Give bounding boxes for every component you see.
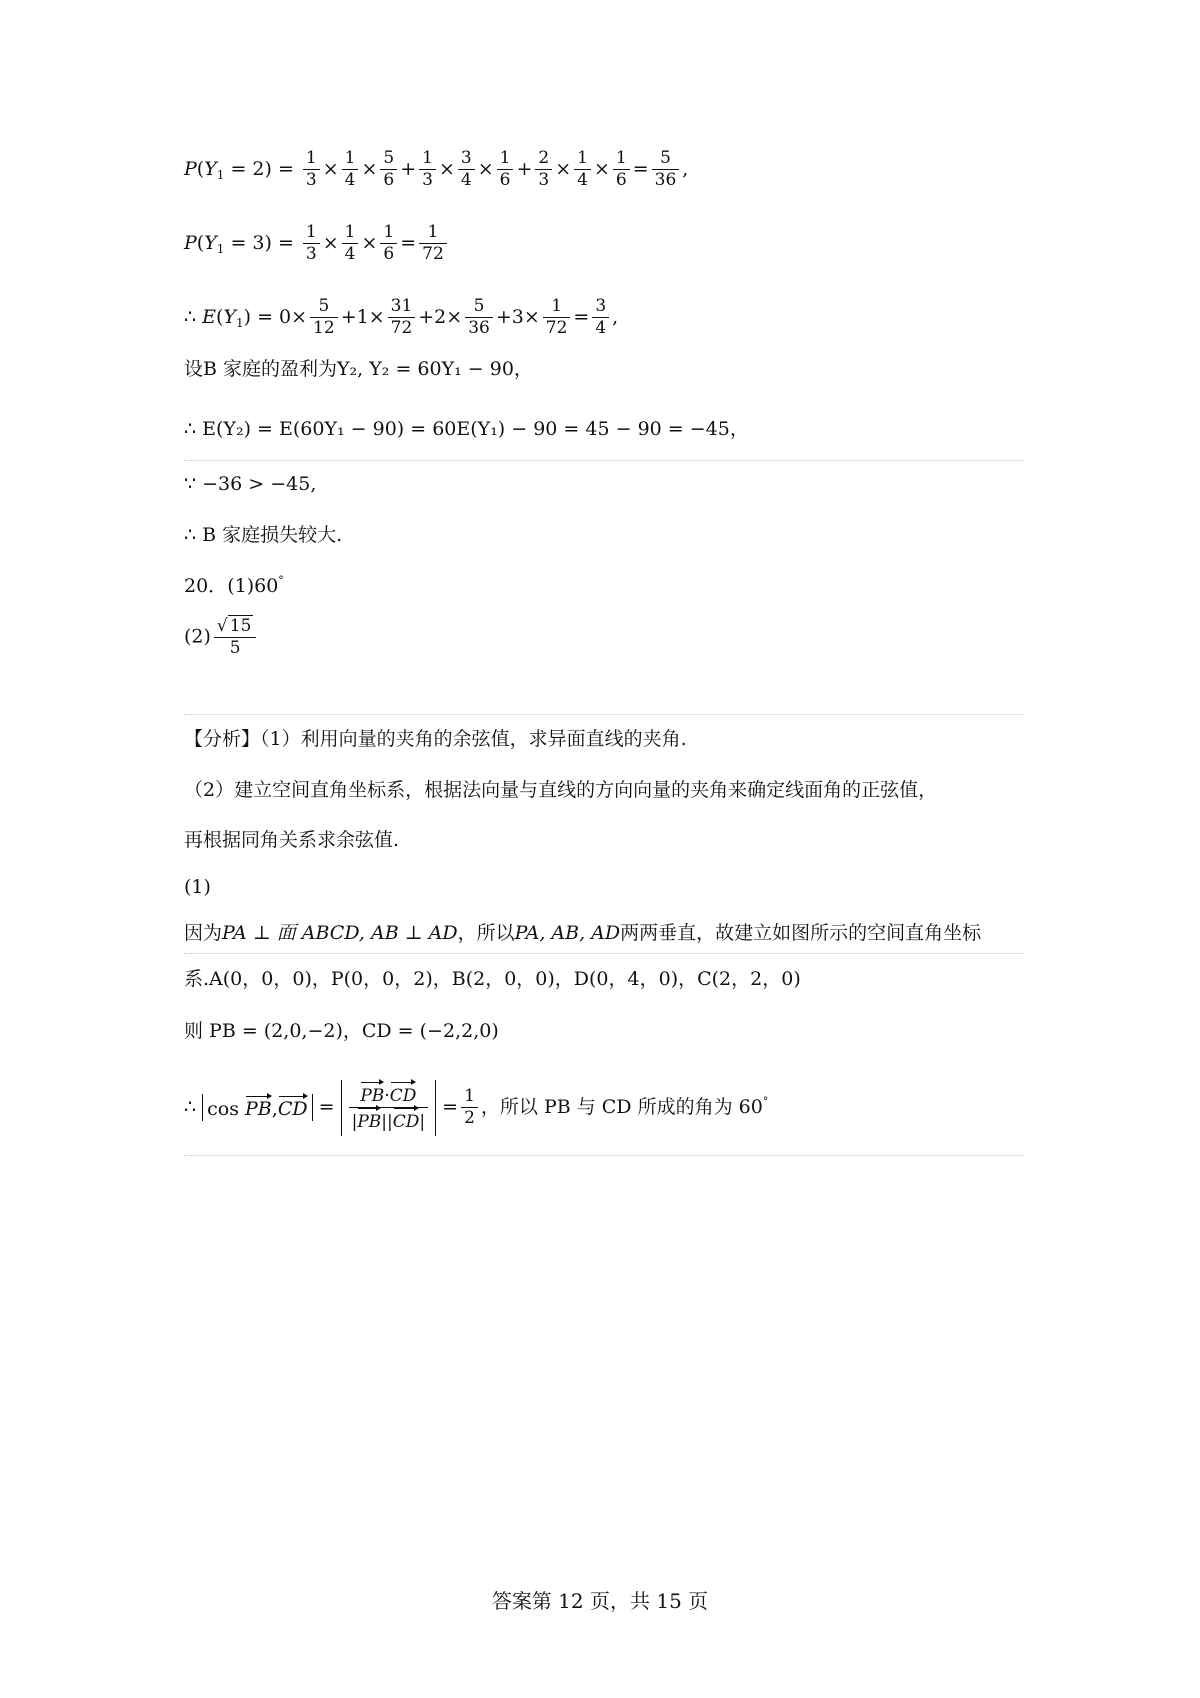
dotted-separator [184, 460, 1024, 461]
cosine-line: ∴ cos PB,CD = $\frac{PB\cdot CD}{|PB||CD|}$ = $\frac{1}{2}$ ，所以 PB 与 CD 所成的角为 60° [184, 1080, 768, 1136]
coordinates-line: 系.A(0，0，0)，P(0，0，2)，B(2，0，0)，D(0，4，0)，C(2，2，0) [184, 968, 801, 990]
solution-part-1-label: (1) [184, 876, 211, 898]
conclusion-line: ∴ B 家庭损失较大. [184, 524, 343, 546]
cosine-fraction: $\frac{PB\cdot CD}{|PB||CD|}$ [341, 1080, 437, 1136]
dotted-separator [184, 1155, 1024, 1156]
dotted-separator [184, 714, 1024, 715]
because-line: ∵ −36 > −45, [184, 473, 317, 495]
analysis-line-2: （2）建立空间直角坐标系，根据法向量与直线的方向向量的夹角来确定线面角的正弦值， [184, 779, 938, 801]
expectation-y2: ∴ E(Y₂) = E(60Y₁ − 90) = 60E(Y₁) − 90 = 45 − 90 = −45， [184, 418, 749, 440]
vectors-line: 则 PB = (2,0,−2)，CD = (−2,2,0) [184, 1020, 499, 1042]
prob-y1-eq-3: $P(Y_1 = 3)$ = $\frac{1}{3}$ × $\frac{1}{4}$ × $\frac{1}{6}$ = $\frac{1}{72}$ [184, 222, 450, 266]
analysis-line-3: 再根据同角关系求余弦值. [184, 829, 400, 851]
prob-y1-eq-2: $P(Y_1 = 2)$ = $\frac{1}{3}$ × $\frac{1}{4}$ × $\frac{5}{6}$ + $\frac{1}{3}$ × $\frac{3}{4}$ × $\frac{1}{6}$ + $\frac{2}{3}$ × $\frac{1}{4}$ × $\frac{1}{6}$ = $\frac{5}{36}$ , [184, 148, 689, 191]
dotted-separator [184, 953, 1024, 954]
set-b-profit: 设B 家庭的盈利为Y₂, Y₂ = 60Y₁ − 90， [184, 358, 533, 380]
expectation-y1: ∴ $E(Y_1) = 0\times$ $\frac{5}{12}$ +1× $\frac{31}{72}$ +2× $\frac{5}{36}$ +3× $\frac{1}{72}$ = $\frac{3}{4}$ , [184, 296, 619, 339]
question-20-part-1: 20．(1)60° [184, 574, 284, 597]
analysis-line-1: 【分析】（1）利用向量的夹角的余弦值，求异面直线的夹角. [184, 728, 687, 750]
solution-perpendicular-line: 因为PA ⊥ 面 ABCD, AB ⊥ AD，所以PA, AB, AD两两垂直，故建立如图所示的空间直角坐标 [184, 922, 982, 944]
question-20-part-2: (2) $\frac{√ 15}{5}$ [184, 615, 259, 660]
cosine-abs: cos PB,CD [202, 1094, 312, 1121]
page-footer: 答案第 12 页，共 15 页 [491, 1589, 709, 1613]
